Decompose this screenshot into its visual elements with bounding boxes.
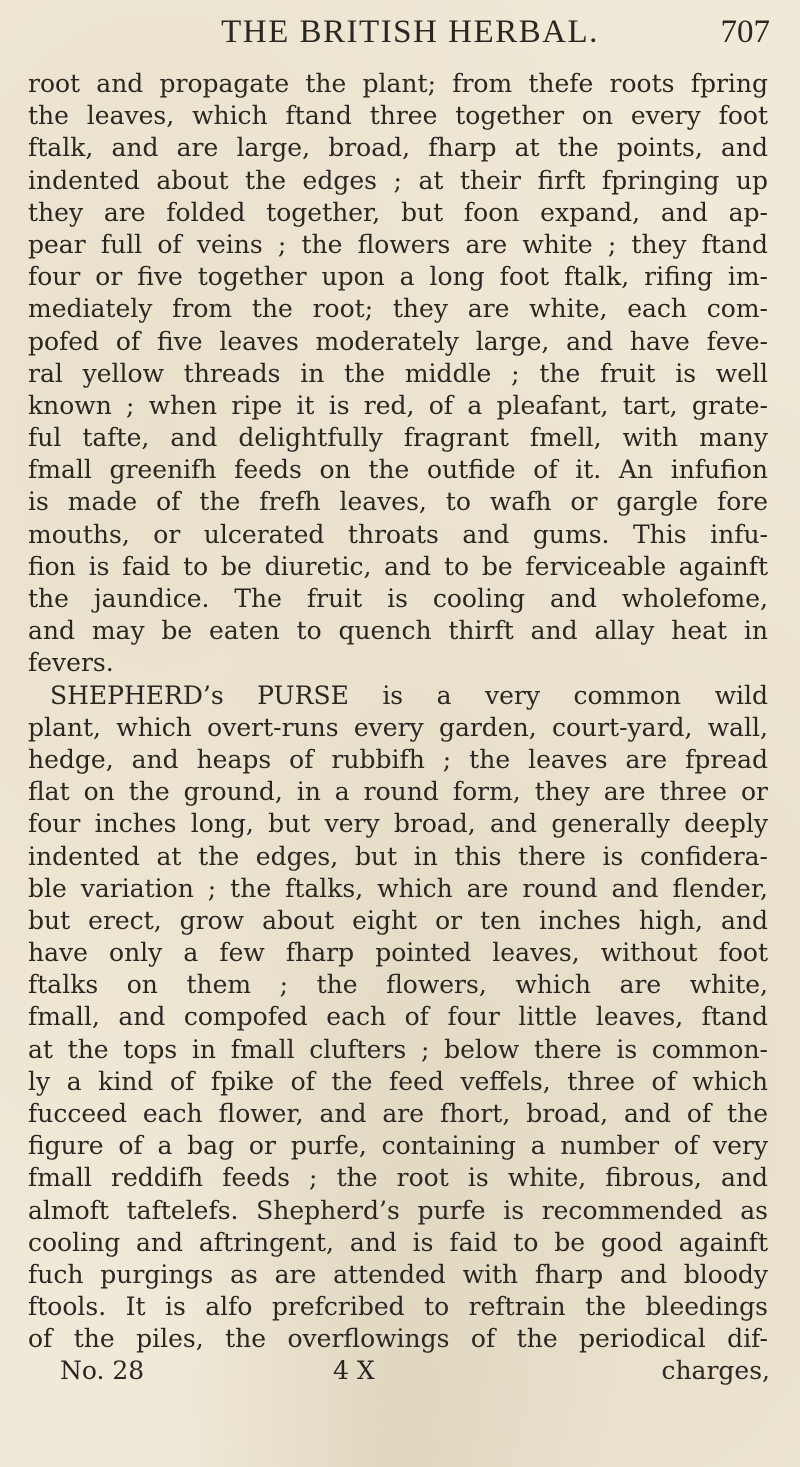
text-line: of the piles, the overflowings of the periodical dif- [28,1324,768,1354]
text-line: four or five together upon a long foot ftalk, rifing im- [28,262,768,292]
text-line: fmall, and compofed each of four little leaves, ftand [28,1002,768,1032]
text-line: fion is faid to be diuretic, and to be ferviceable againft [28,551,768,581]
text-line: they are folded together, but foon expand, and ap- [28,197,768,227]
text-line: flat on the ground, in a round form, they are three or [28,777,768,807]
text-line: the jaundice. The fruit is cooling and wholefome, [28,584,768,613]
text-line: ftools. It is alfo prefcribed to reftrain the bleedings [28,1292,768,1322]
text-line: fuch purgings as are attended with fharp and bloody [28,1259,768,1289]
text-line: four inches long, but very broad, and generally deeply [28,809,768,839]
text-line: fucceed each flower, and are fhort, broad, and of the [28,1099,768,1128]
text-line: ftalks on them ; the flowers, which are white, [28,970,768,1000]
text-line: pofed of five leaves moderately large, and have feve- [28,326,768,356]
text-line: mediately from the root; they are white, each com- [28,294,768,324]
running-title: THE BRITISH HERBAL. [221,14,599,50]
text-line: plant, which overt-runs every garden, court-yard, wall, [28,712,768,742]
page-header [0,14,800,64]
text-line: is made of the frefh leaves, to wafh or gargle fore [28,487,768,517]
signature-mark: 4 X [333,1356,375,1385]
issue-number: No. 28 [60,1356,145,1385]
text-line: the leaves, which ftand three together on every foot [28,101,768,131]
text-line: almoft taftelefs. Shepherd’s purfe is recommended as [28,1195,768,1225]
text-line: root and propagate the plant; from thefe roots fpring [28,69,768,98]
text-line: ful tafte, and delightfully fragrant fmell, with many [28,423,768,453]
text-line: and may be eaten to quench thirft and allay heat in [28,616,768,646]
text-line: ftalk, and are large, broad, fharp at the points, and [28,133,768,163]
page-number: 707 [720,14,770,50]
section-start-shepherds-purse: SHEPHERD’s PURSE is a very common wild [50,680,768,710]
text-line: mouths, or ulcerated throats and gums. This infu- [28,519,768,549]
text-line: ble variation ; the ftalks, which are round and flender, [28,873,768,903]
text-line: at the tops in fmall clufters ; below there is common- [28,1034,768,1064]
text-line: known ; when ripe it is red, of a pleafant, tart, grate- [28,390,768,420]
text-line: fmall reddifh feeds ; the root is white, fibrous, and [28,1163,768,1193]
text-line: cooling and aftringent, and is faid to be good againft [28,1227,768,1257]
page-footer [60,1354,770,1388]
text-line: have only a few fharp pointed leaves, without foot [28,938,768,968]
text-line: ly a kind of fpike of the feed veffels, three of which [28,1066,768,1096]
text-line: fevers. [28,648,114,678]
text-line: pear full of veins ; the flowers are white ; they ftand [28,229,768,259]
text-line: indented about the edges ; at their firft fpringing up [28,165,768,195]
text-line: figure of a bag or purfe, containing a number of very [28,1131,768,1161]
catchword: charges, [661,1356,770,1385]
text-line: but erect, grow about eight or ten inches high, and [28,905,768,935]
text-line: indented at the edges, but in this there is confidera- [28,841,768,871]
body-text [28,68,768,1356]
text-line: hedge, and heaps of rubbifh ; the leaves are fpread [28,744,768,774]
text-line: ral yellow threads in the middle ; the fruit is well [28,358,768,388]
text-line: fmall greenifh feeds on the outfide of it. An infufion [28,455,768,485]
